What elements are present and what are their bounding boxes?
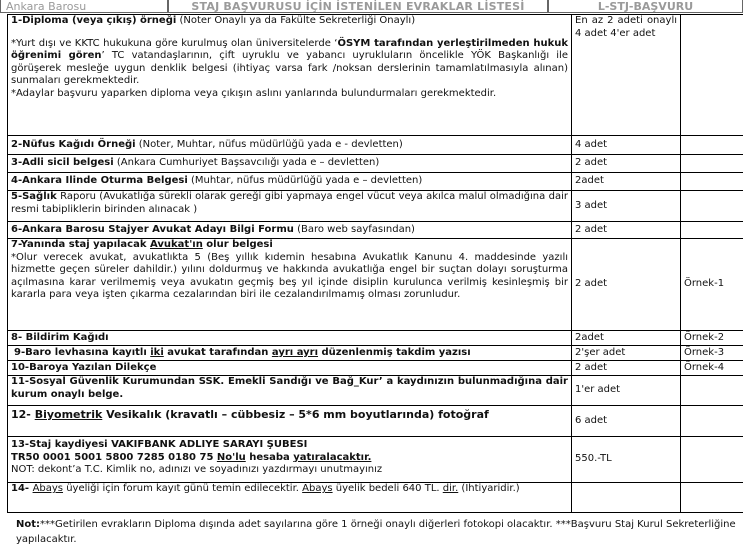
row-14-underlined-3: dir. [442, 483, 459, 494]
row-3-desc [8, 155, 572, 173]
table-row [8, 173, 743, 191]
row-7-desc [8, 239, 572, 331]
row-7-title-b: olur belgesi [202, 239, 273, 250]
row-9-underlined-2: ayrı ayrı [271, 346, 319, 358]
header-title: STAJ BAŞVURUSU İÇİN İSTENİLEN EVRAKLAR LİSTESİ [168, 0, 548, 13]
row-5-text: Raporu (Avukatlığa sürekli olarak gereği gibi yapmaya engel vücut veya akılca malul olmadığına dair resmi tabipliklerin birinden alınacak ) [11, 191, 568, 215]
row-4-desc [8, 173, 572, 191]
row-7-example: Örnek-1 [681, 239, 743, 331]
row-14-text-b: üyeliği için forum kayıt günü temin edilecektir. [63, 483, 303, 494]
row-3-paren: (Ankara Cumhuriyet Başsavcılığı yada e – devletten) [113, 157, 380, 169]
row-13-desc [8, 437, 572, 483]
row-1-title: 1-Diploma (veya çıkış) örneği [11, 15, 177, 26]
row-6-paren: (Baro web sayfasından) [293, 223, 415, 235]
footer-note [16, 517, 736, 547]
row-13-underlined-2: yatıralacaktır. [293, 451, 372, 463]
row-7-text-a: *Olur verecek avukat, avukatlıkta 5 (Beş yıllık kıdemin hesabına Avukatlık Kanunu 4. maddesinde yazılı hizmette geçen süreler dahildir.) [11, 251, 568, 275]
row-12-text-b: Vesikalık (kravatlı – cübbesiz – 5*6 mm boyutlarında) fotoğraf [102, 408, 489, 421]
row-7-text-b: yılını doldurmuş ve hakkında avukatlığa engel bir suçtan dolayı soruşturma açılmasına karar verilmemiş veya avukatın geçmiş beş yıl içinde disiplin kurulunca verilmiş kesinleşmiş bir kararla para veya işten çıkarma cezalarından biri ile cezalandırılmamış olması zorunludur. [11, 264, 568, 300]
table-row [8, 483, 743, 513]
row-11-qty: 1'er adet [572, 376, 681, 406]
row-14-text-d: (İhtiyaridir.) [458, 483, 520, 494]
row-6-qty: 2 adet [572, 222, 681, 239]
row-9-text-c: düzenlenmiş takdim yazısı [318, 346, 471, 358]
row-9-desc [8, 346, 572, 361]
row-11-title: 11-Sosyal Güvenlik Kurumundan SSK. Emekli Sandığı ve Bağ_Kur’ a kaydınızın bulunmadığına dair kurum onaylı belge. [11, 376, 568, 400]
row-1-paren: (Noter Onaylı ya da Fakülte Sekreterliği Onaylı) [176, 15, 416, 26]
table-row [8, 406, 743, 437]
row-10-example: Örnek-4 [681, 361, 743, 376]
row-1-text-bold: ÖSYM tarafından yerleştirilmeden hukuk öğrenimi gören [11, 37, 568, 61]
table-row [8, 331, 743, 346]
row-3-example [681, 155, 743, 173]
row-2-example [681, 136, 743, 155]
row-9-example: Örnek-3 [681, 346, 743, 361]
row-4-qty: 2adet [572, 173, 681, 191]
header-bar-name: Ankara Barosu [0, 0, 168, 13]
row-14-qty [572, 483, 681, 513]
row-4-title: 4-Ankara Ilinde Oturma Belgesi [11, 175, 188, 187]
row-5-title: 5-Sağlık [11, 191, 57, 202]
row-14-underlined-2: Abays [302, 483, 333, 494]
row-8-title: 8- Bildirim Kağıdı [11, 331, 109, 343]
row-12-underlined: Biyometrik [34, 408, 103, 421]
row-12-desc [8, 406, 572, 437]
row-3-title: 3-Adli sicil belgesi [11, 157, 114, 169]
row-3-qty: 2 adet [572, 155, 681, 173]
row-13-iban: TR50 0001 5001 5800 7285 0180 75 [11, 451, 217, 463]
table-row [8, 191, 743, 222]
table-row [8, 155, 743, 173]
row-1-qty: En az 2 adeti onaylı 4 adet 4'er adet [572, 15, 681, 136]
row-8-example: Örnek-2 [681, 331, 743, 346]
table-row [8, 222, 743, 239]
row-10-title: 10-Baroya Yazılan Dilekçe [11, 361, 157, 373]
row-9-underlined-1: iki [150, 346, 164, 358]
row-14-desc [8, 483, 572, 513]
documents-table [7, 14, 743, 513]
row-12-example [681, 406, 743, 437]
row-2-desc [8, 136, 572, 155]
row-13-line-1: 13-Staj kaydiyesi VAKIFBANK ADLIYE SARAYI ŞUBESI [11, 439, 308, 450]
row-9-text-a: 9-Baro levhasına kayıtlı [14, 346, 151, 358]
row-13-underlined-1: No'lu [216, 451, 246, 463]
row-10-desc [8, 361, 572, 376]
row-8-desc [8, 331, 572, 346]
footer-note-text: ***Getirilen evrakların Diploma dışında adet sayılarına göre 1 örneği onaylı diğerleri fotokopi olacaktır. ***Başvuru Staj Kurul Sekreterliğine yapılacaktır. [16, 519, 736, 545]
row-5-desc [8, 191, 572, 222]
row-14-underlined-1: Abays [32, 483, 64, 494]
row-2-paren: (Noter, Muhtar, nüfus müdürlüğü yada e - devletten) [135, 138, 403, 150]
row-14-text-a: 14- [11, 483, 33, 494]
row-4-paren: (Muhtar, nüfus müdürlüğü yada e – devletten) [187, 175, 423, 187]
table-row [8, 361, 743, 376]
table-row [8, 346, 743, 361]
row-10-qty: 2 adet [572, 361, 681, 376]
row-14-example [681, 483, 743, 513]
footer-note-label: Not: [16, 519, 41, 530]
table-row [8, 437, 743, 483]
row-12-text-a: 12- [11, 408, 35, 421]
row-11-desc [8, 376, 572, 406]
row-7-title-underlined: Avukat'ın [150, 239, 203, 250]
row-9-text-b: avukat tarafından [163, 346, 272, 358]
row-14-text-c: üyelik bedeli 640 TL. [332, 483, 443, 494]
row-5-qty: 3 adet [572, 191, 681, 222]
row-6-example [681, 222, 743, 239]
row-13-qty: 550.-TL [572, 437, 681, 483]
row-6-title: 6-Ankara Barosu Stajyer Avukat Adayı Bilgi Formu [11, 223, 294, 235]
table-row [8, 239, 743, 331]
row-1-text-a: *Yurt dışı ve KKTC hukukuna göre kurulmuş olan üniversitelerde ‘ [11, 37, 338, 49]
row-2-title: 2-Nüfus Kağıdı Örneği [11, 138, 136, 150]
row-11-example [681, 376, 743, 406]
row-7-title-a: 7-Yanında staj yapılacak [11, 239, 150, 250]
row-4-example [681, 173, 743, 191]
table-row [8, 15, 743, 136]
row-6-desc [8, 222, 572, 239]
row-1-desc [8, 15, 572, 136]
row-8-qty: 2adet [572, 331, 681, 346]
row-7-qty: 2 adet [572, 239, 681, 331]
header-code: L-STJ-BAŞVURU [548, 0, 743, 13]
row-13-note: NOT: dekont’a T.C. Kimlik no, adınızı ve soyadınızı yazdırmayı unutmayınız [11, 464, 383, 475]
row-5-example [681, 191, 743, 222]
row-2-qty: 4 adet [572, 136, 681, 155]
document-header [0, 0, 743, 14]
row-13-text-b: hesaba [245, 451, 294, 463]
row-9-qty: 2'şer adet [572, 346, 681, 361]
row-12-qty: 6 adet [572, 406, 681, 437]
table-row [8, 376, 743, 406]
row-1-text-c: ’ TC vatandaşlarının, çift uyruklu ve yabancı uyrukluların öncelikle YÖK Başkanlığı ile görüşerek mesleğe uygun denklik belgesi (ihtiyaç varsa fark /noksan derslerinin tamamlatılmasıyla alınan) sunmaları gerekmektedir. [11, 50, 568, 86]
row-1-text-2: *Adaylar başvuru yaparken diploma veya çıkışın aslını yanlarında bulundurmaları gerekmektedir. [11, 87, 497, 99]
row-1-example [681, 15, 743, 136]
table-row [8, 136, 743, 155]
row-13-example [681, 437, 743, 483]
